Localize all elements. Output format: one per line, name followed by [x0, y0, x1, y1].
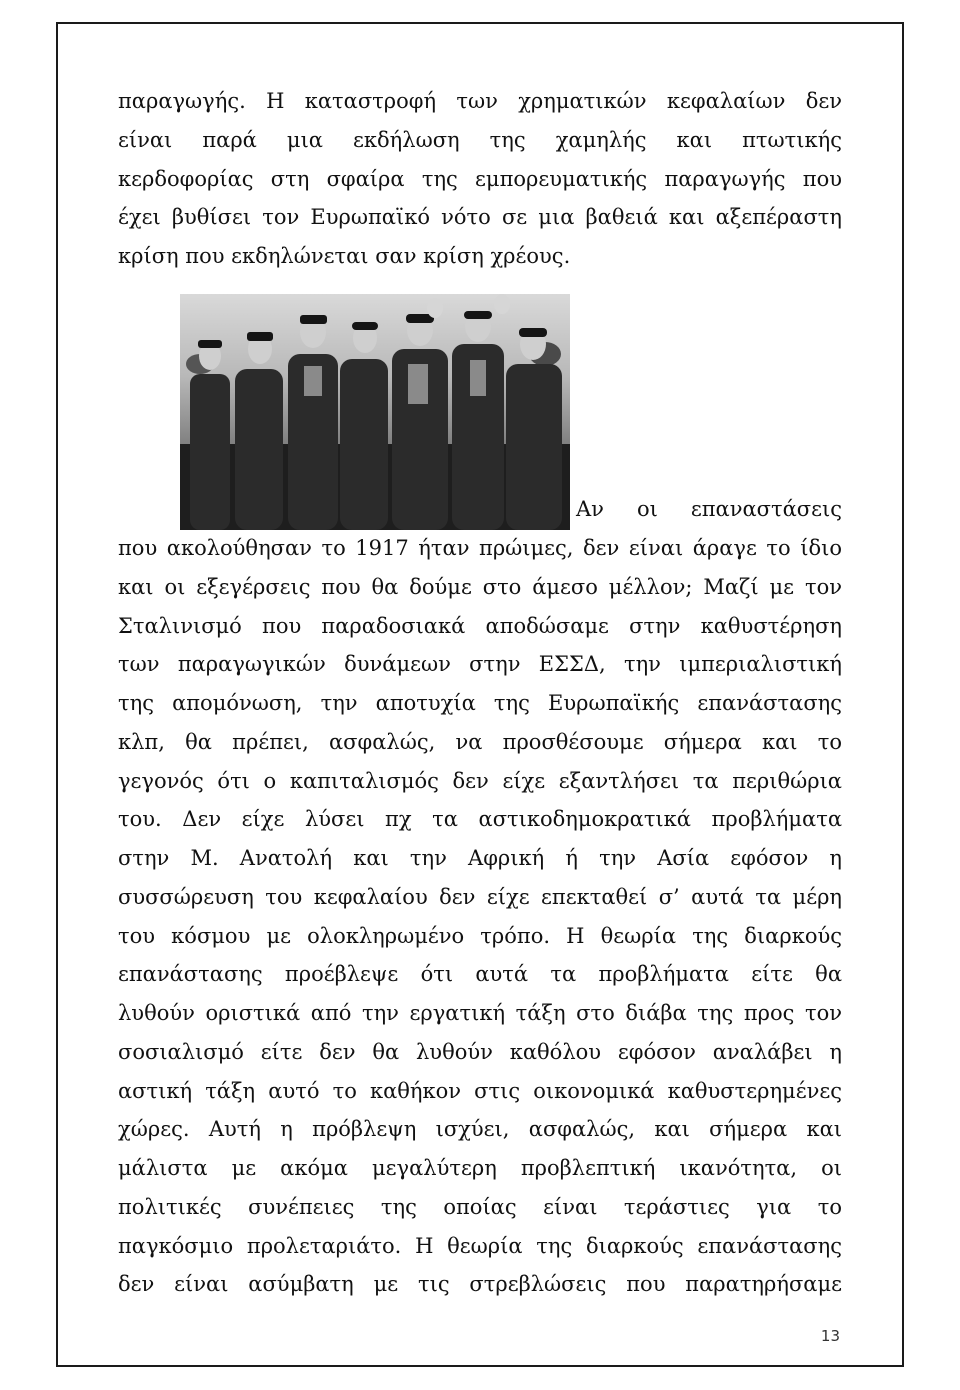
- top-paragraph: [118, 82, 842, 276]
- text-line: της απομόνωση, την αποτυχία της Ευρωπαϊκής επανάστασης: [118, 691, 842, 715]
- text-line: των παραγωγικών δυνάμεων στην ΕΣΣΔ, την ιμπεριαλιστική: [118, 652, 842, 677]
- page-number: 13: [820, 1327, 840, 1345]
- text-line: κερδοφορίας στη σφαίρα της εμπορευματικής παραγωγής που: [118, 166, 842, 191]
- text-line: λυθούν οριστικά από την εργατική τάξη στο διάβα της προς τον: [118, 1001, 842, 1025]
- text-line: είναι παρά μια εκδήλωση της χαμηλής και πτωτικής: [118, 127, 842, 152]
- body-paragraph: [118, 529, 842, 1304]
- text-line: παραγωγής. Η καταστροφή των χρηματικών κεφαλαίων δεν: [118, 89, 842, 113]
- text-line: αστική τάξη αυτό το καθήκον στις οικονομικά καθυστερημένες: [118, 1078, 842, 1103]
- text-line: στην Μ. Ανατολή και την Αφρική ή την Ασία εφόσον η: [118, 846, 842, 870]
- text-line: χώρες. Αυτή η πρόβλεψη ισχύει, ασφαλώς, και σήμερα και: [118, 1117, 842, 1142]
- text-line: πολιτικές συνέπειες της οποίας είναι τεράστιες για το: [118, 1194, 842, 1219]
- text-line: κλπ, θα πρέπει, ασφαλώς, να προσθέσουμε σήμερα και το: [118, 729, 842, 754]
- text-line: και οι εξεγέρσεις που θα δούμε στο άμεσο μέλλον; Μαζί με τον: [118, 574, 842, 599]
- text-line: Αν οι επαναστάσεις: [576, 497, 842, 521]
- text-line: που ακολούθησαν το 1917 ήταν πρώιμες, δεν είναι άραγε το ίδιο: [118, 536, 842, 560]
- text-line: Σταλινισμό που παραδοσιακά αποδώσαμε στην καθυστέρηση: [118, 613, 842, 638]
- text-line: παγκόσμιο προλεταριάτο. Η θεωρία της διαρκούς επανάστασης: [118, 1233, 842, 1258]
- text-line: σοσιαλισμό είτε δεν θα λυθούν καθόλου εφόσον αναλάβει η: [118, 1039, 842, 1064]
- text-line: γεγονός ότι ο καπιταλισμός δεν είχε εξαντλήσει τα περιθώρια: [118, 768, 842, 793]
- text-line: συσσώρευση του κεφαλαίου δεν είχε επεκταθεί σ’ αυτά τα μέρη: [118, 884, 842, 909]
- text-line: επανάστασης προέβλεψε ότι αυτά τα προβλήματα είτε θα: [118, 962, 842, 987]
- text-line: μάλιστα με ακόμα μεγαλύτερη προβλεπτική ικανότητα, οι: [118, 1156, 842, 1180]
- text-line: του κόσμου με ολοκληρωμένο τρόπο. Η θεωρία της διαρκούς: [118, 923, 842, 948]
- text-line: του. Δεν είχε λύσει πχ τα αστικοδημοκρατικά προβλήματα: [118, 807, 842, 832]
- photo-adjacent-text: [118, 490, 842, 529]
- text-line: έχει βυθίσει τον Ευρωπαϊκό νότο σε μια βαθειά και αξεπέραστη: [118, 205, 842, 230]
- text-line: κρίση που εκδηλώνεται σαν κρίση χρέους.: [118, 244, 571, 268]
- text-line: δεν είναι ασύμβατη με τις στρεβλώσεις που παρατηρήσαμε: [118, 1272, 842, 1297]
